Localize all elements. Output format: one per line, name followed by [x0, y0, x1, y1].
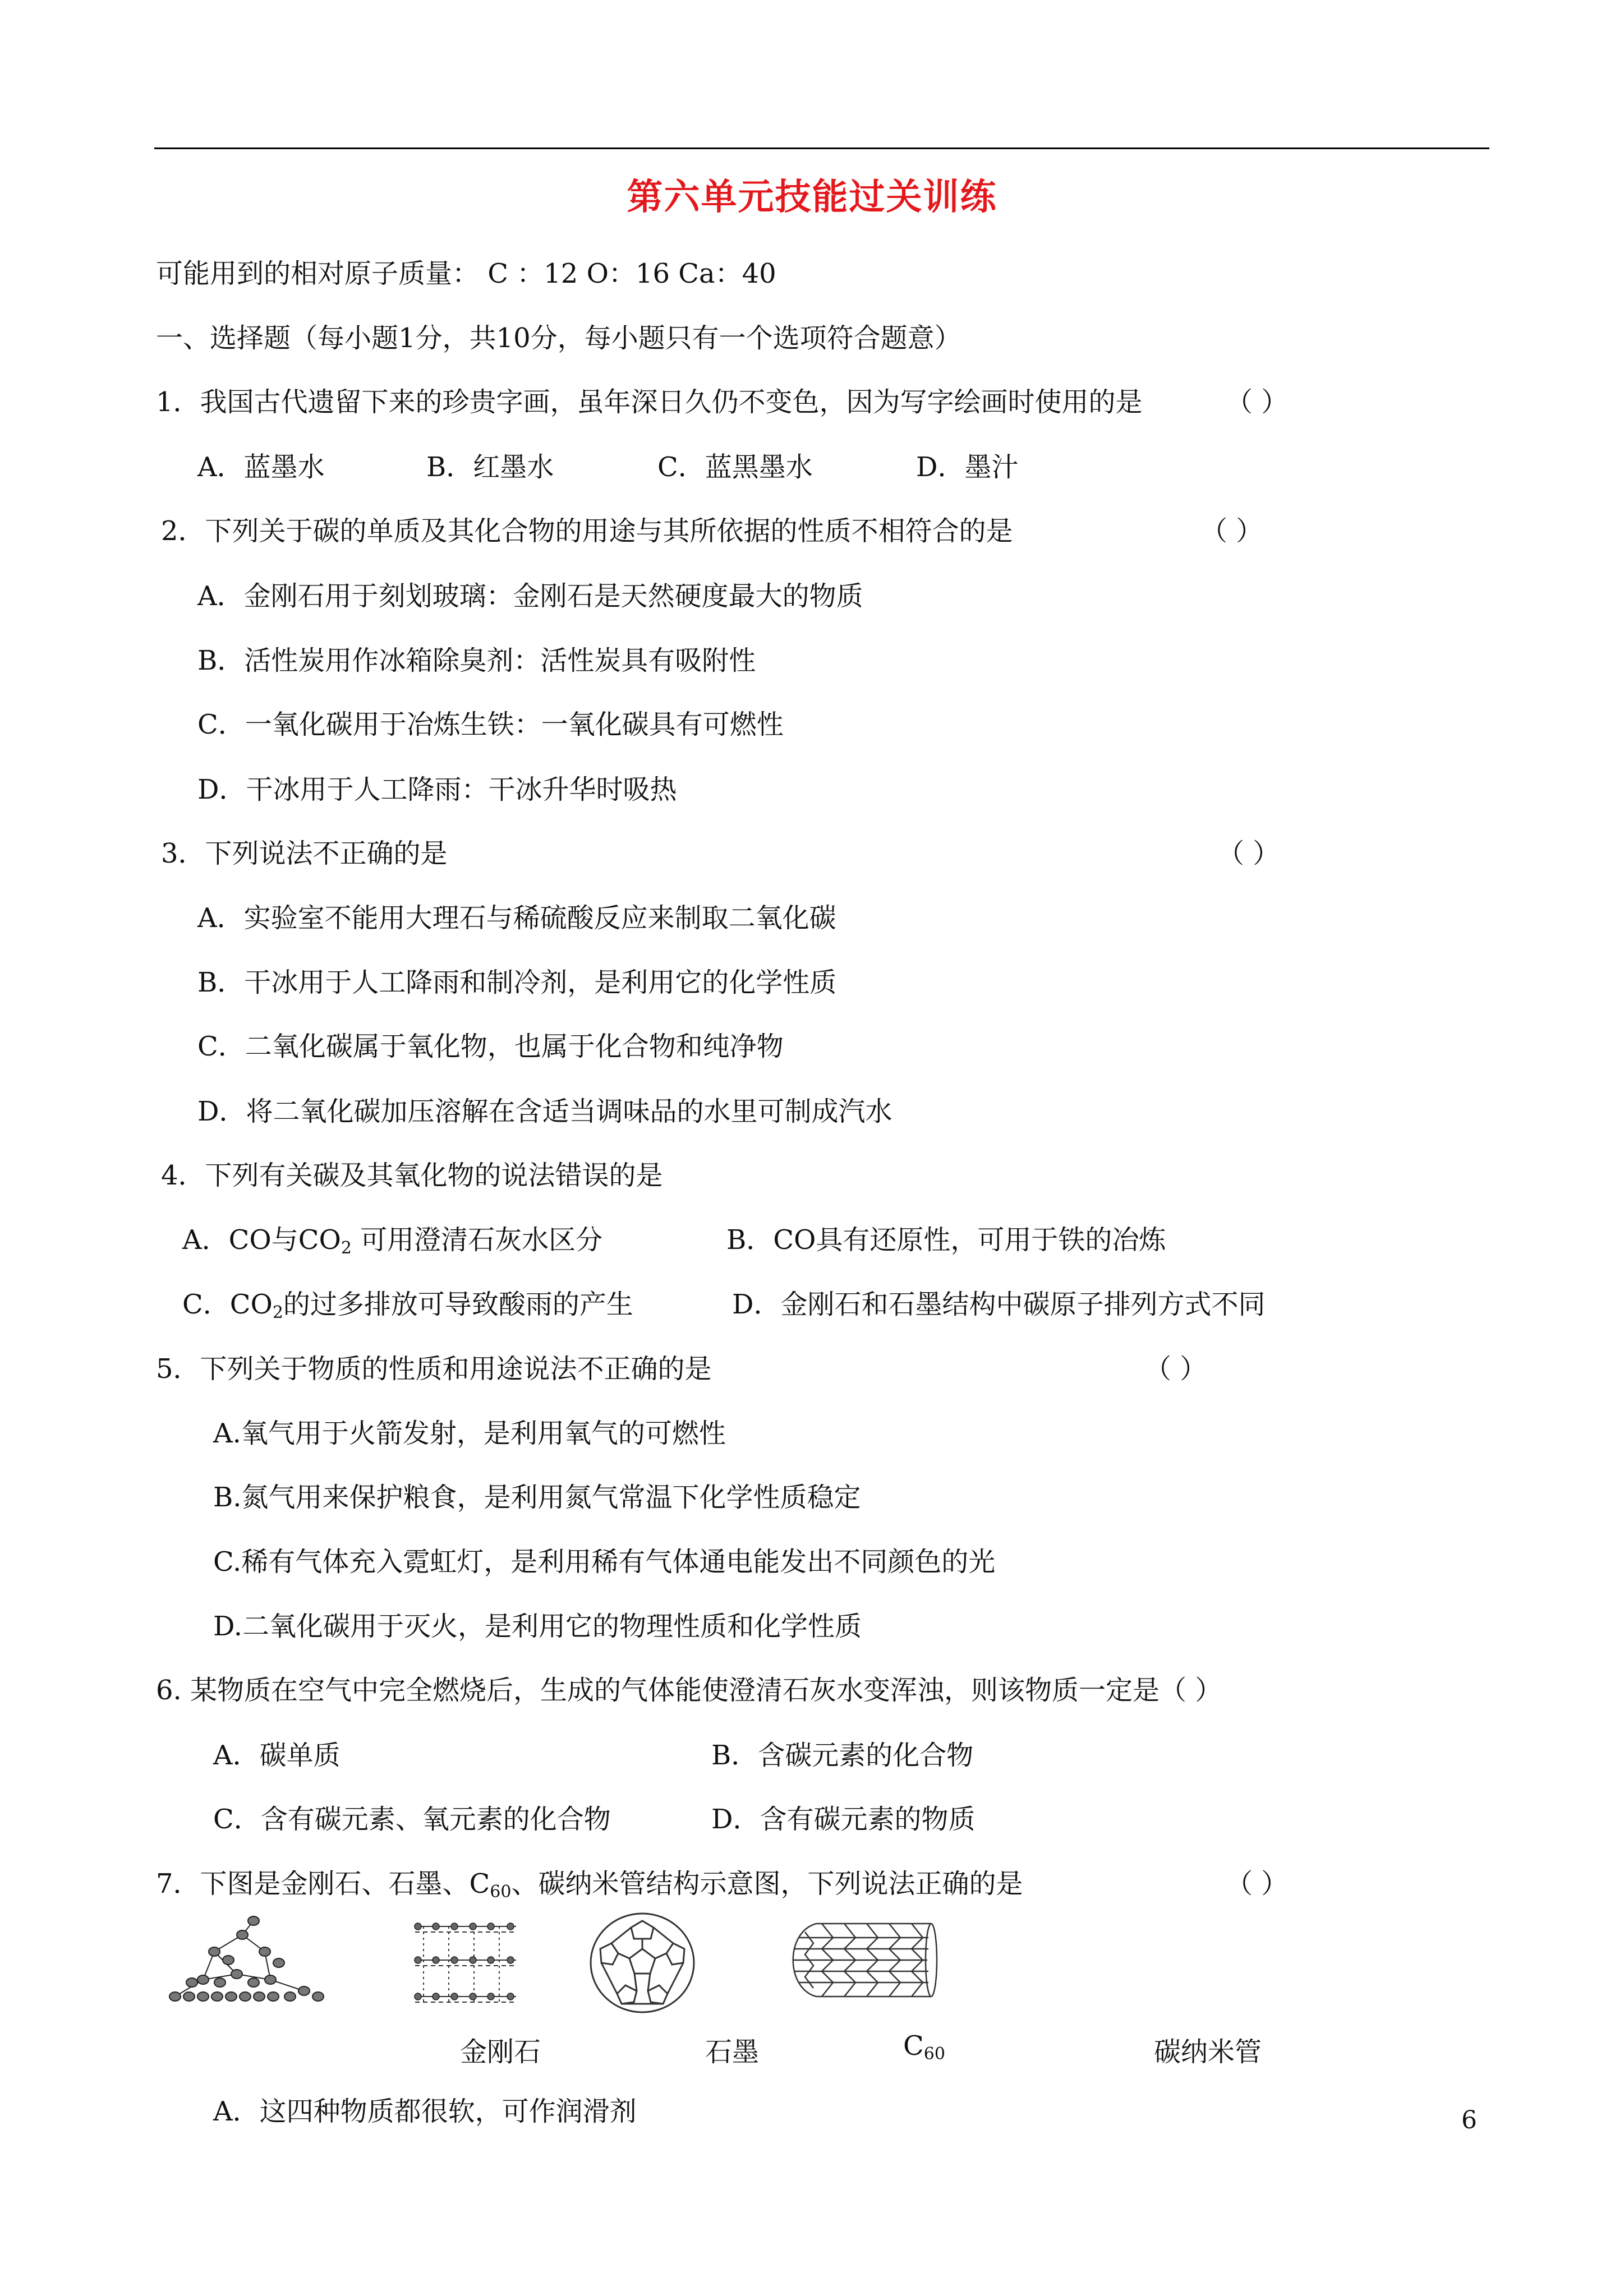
option: D.二氧化碳用于灭火，是利用它的物理性质和化学性质 — [213, 1611, 862, 1642]
option: D．将二氧化碳加压溶解在含适当调味品的水里可制成汽水 — [197, 1096, 892, 1127]
option: C．二氧化碳属于氧化物，也属于化合物和纯净物 — [197, 1031, 784, 1062]
diamond-structure-figure — [158, 1912, 332, 2008]
option: A．CO与$CO_2$ 可用澄清石灰水区分 — [182, 1224, 603, 1258]
answer-paren: （ ） — [1226, 1868, 1289, 1899]
option: D．干冰用于人工降雨：干冰升华时吸热 — [197, 774, 677, 805]
section-heading: 一、选择题（每小题1分，共10分，每小题只有一个选项符合题意） — [156, 322, 961, 354]
page-number: 6 — [1461, 2106, 1477, 2134]
option: B．活性炭用作冰箱除臭剂：活性炭具有吸附性 — [197, 645, 756, 676]
option: A．金刚石用于刻划玻璃：金刚石是天然硬度最大的物质 — [197, 580, 863, 612]
question-stem: 4．下列有关碳及其氧化物的说法错误的是 — [161, 1160, 663, 1191]
question-stem: 7．下图是金刚石、石墨、$C_{60}$、碳纳米管结构示意图，下列说法正确的是 — [156, 1868, 1023, 1902]
question-stem: 1．我国古代遗留下来的珍贵字画，虽年深日久仍不变色，因为写字绘画时使用的是 — [156, 386, 1143, 418]
option: B．红墨水 — [426, 451, 554, 483]
header-rule — [154, 147, 1489, 149]
option: A．实验室不能用大理石与稀硫酸反应来制取二氧化碳 — [197, 902, 836, 934]
option: C．$CO_2$的过多排放可导致酸雨的产生 — [182, 1289, 633, 1322]
answer-paren: （ ） — [1217, 838, 1280, 869]
question-stem: 3．下列说法不正确的是 — [161, 838, 448, 869]
option: D．墨汁 — [916, 451, 1019, 483]
question-stem: 2．下列关于碳的单质及其化合物的用途与其所依据的性质不相符合的是 — [161, 515, 1013, 547]
option: A．碳单质 — [213, 1740, 341, 1771]
page-title: 第六单元技能过关训练 — [627, 176, 997, 218]
option: C．含有碳元素、氧元素的化合物 — [213, 1804, 611, 1835]
figure-label-nanotube: 碳纳米管 — [1154, 2036, 1262, 2068]
atomic-masses: 可能用到的相对原子质量： C ：12 O：16 Ca：40 — [156, 258, 776, 289]
answer-paren: （ ） — [1200, 515, 1263, 547]
option: C．一氧化碳用于冶炼生铁：一氧化碳具有可燃性 — [197, 709, 784, 740]
graphite-structure-figure — [407, 1915, 525, 2011]
figure-label-diamond: 金刚石 — [460, 2036, 541, 2068]
option: C.稀有气体充入霓虹灯，是利用稀有气体通电能发出不同颜色的光 — [213, 1546, 996, 1578]
question-stem: 6. 某物质在空气中完全燃烧后，生成的气体能使澄清石灰水变浑浊，则该物质一定是（ ） — [156, 1675, 1222, 1706]
option: B.氮气用来保护粮食，是利用氮气常温下化学性质稳定 — [213, 1482, 861, 1513]
c60-structure-figure — [583, 1910, 701, 2016]
figure-label-c60: $C_{60}$ — [903, 2030, 945, 2064]
option: D．金刚石和石墨结构中碳原子排列方式不同 — [732, 1289, 1266, 1320]
option: C．蓝黑墨水 — [657, 451, 813, 483]
carbon-nanotube-figure — [783, 1915, 940, 2005]
option: B．干冰用于人工降雨和制冷剂，是利用它的化学性质 — [197, 967, 837, 998]
option: B．含碳元素的化合物 — [711, 1740, 974, 1771]
option: D．含有碳元素的物质 — [711, 1804, 976, 1835]
option: B．CO具有还原性，可用于铁的冶炼 — [726, 1224, 1166, 1256]
option: A．蓝墨水 — [197, 451, 325, 483]
answer-paren: （ ） — [1144, 1353, 1207, 1385]
answer-paren: （ ） — [1226, 386, 1289, 418]
question-stem: 5．下列关于物质的性质和用途说法不正确的是 — [156, 1353, 712, 1385]
option: A．这四种物质都很软，可作润滑剂 — [213, 2096, 637, 2127]
option: A.氧气用于火箭发射，是利用氧气的可燃性 — [213, 1418, 726, 1449]
figure-label-graphite: 石墨 — [705, 2036, 760, 2068]
